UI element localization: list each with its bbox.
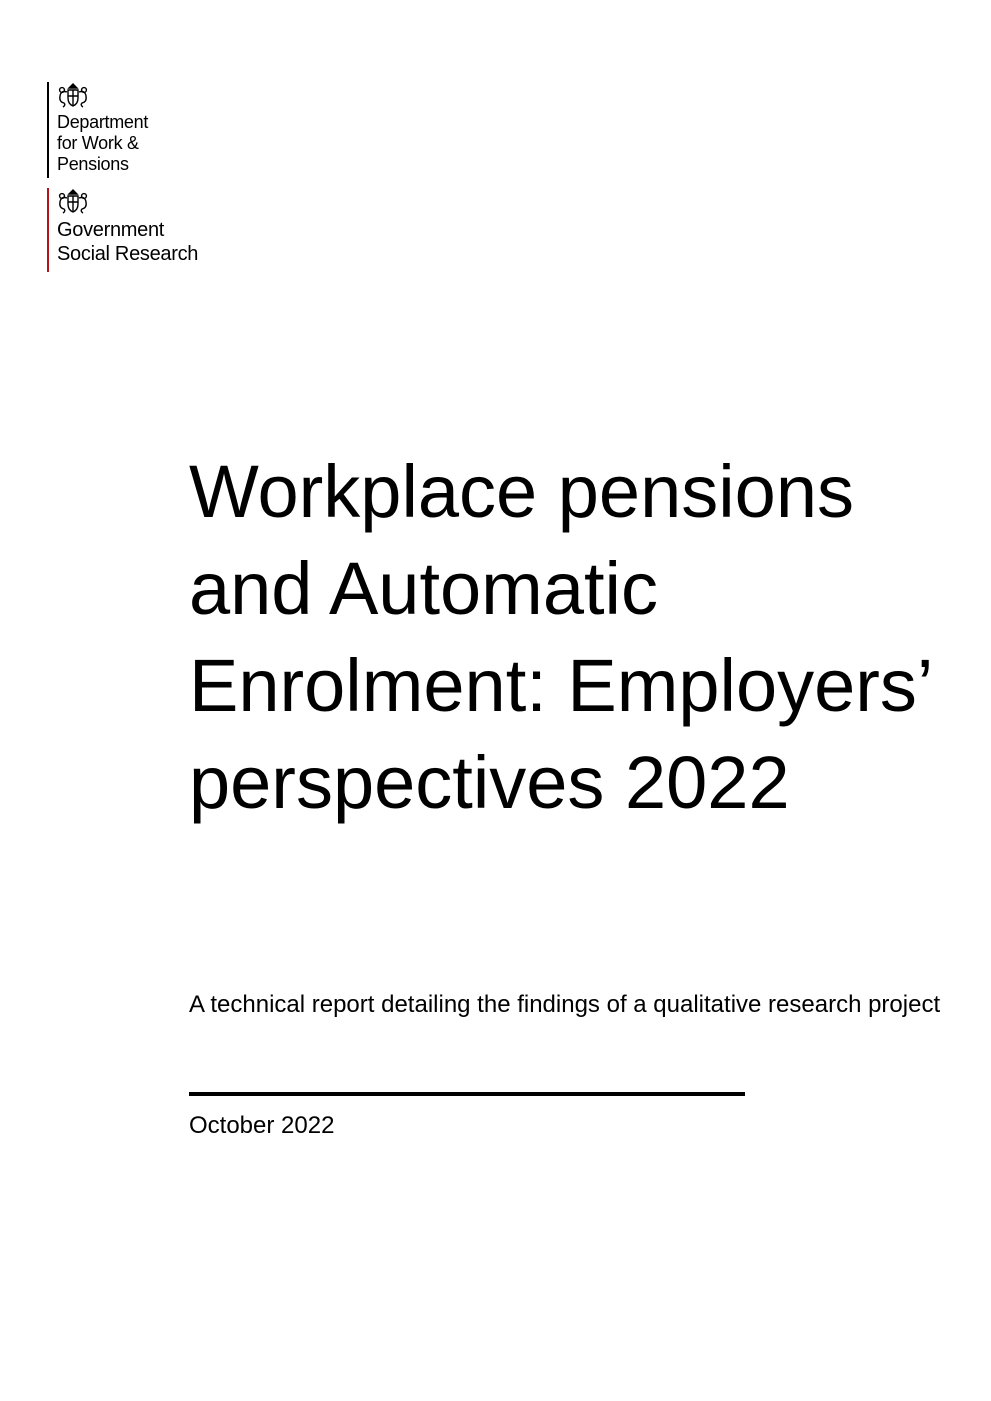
dwp-logo: [47, 82, 148, 178]
report-title: Workplace pensions and Automatic Enrolment: Employers’ perspectives 2022: [189, 450, 931, 824]
report-subtitle: A technical report detailing the findings of a qualitative research project: [189, 991, 941, 1018]
gsr-logo-text: Government Social Research: [57, 219, 199, 265]
royal-coat-of-arms-icon: [57, 82, 89, 108]
publication-date: October 2022: [189, 1112, 335, 1139]
title-divider: [189, 1092, 745, 1096]
royal-coat-of-arms-icon: [57, 188, 89, 214]
dwp-logo-text: Department for Work & Pensions: [57, 112, 149, 174]
gsr-logo: [47, 188, 198, 272]
